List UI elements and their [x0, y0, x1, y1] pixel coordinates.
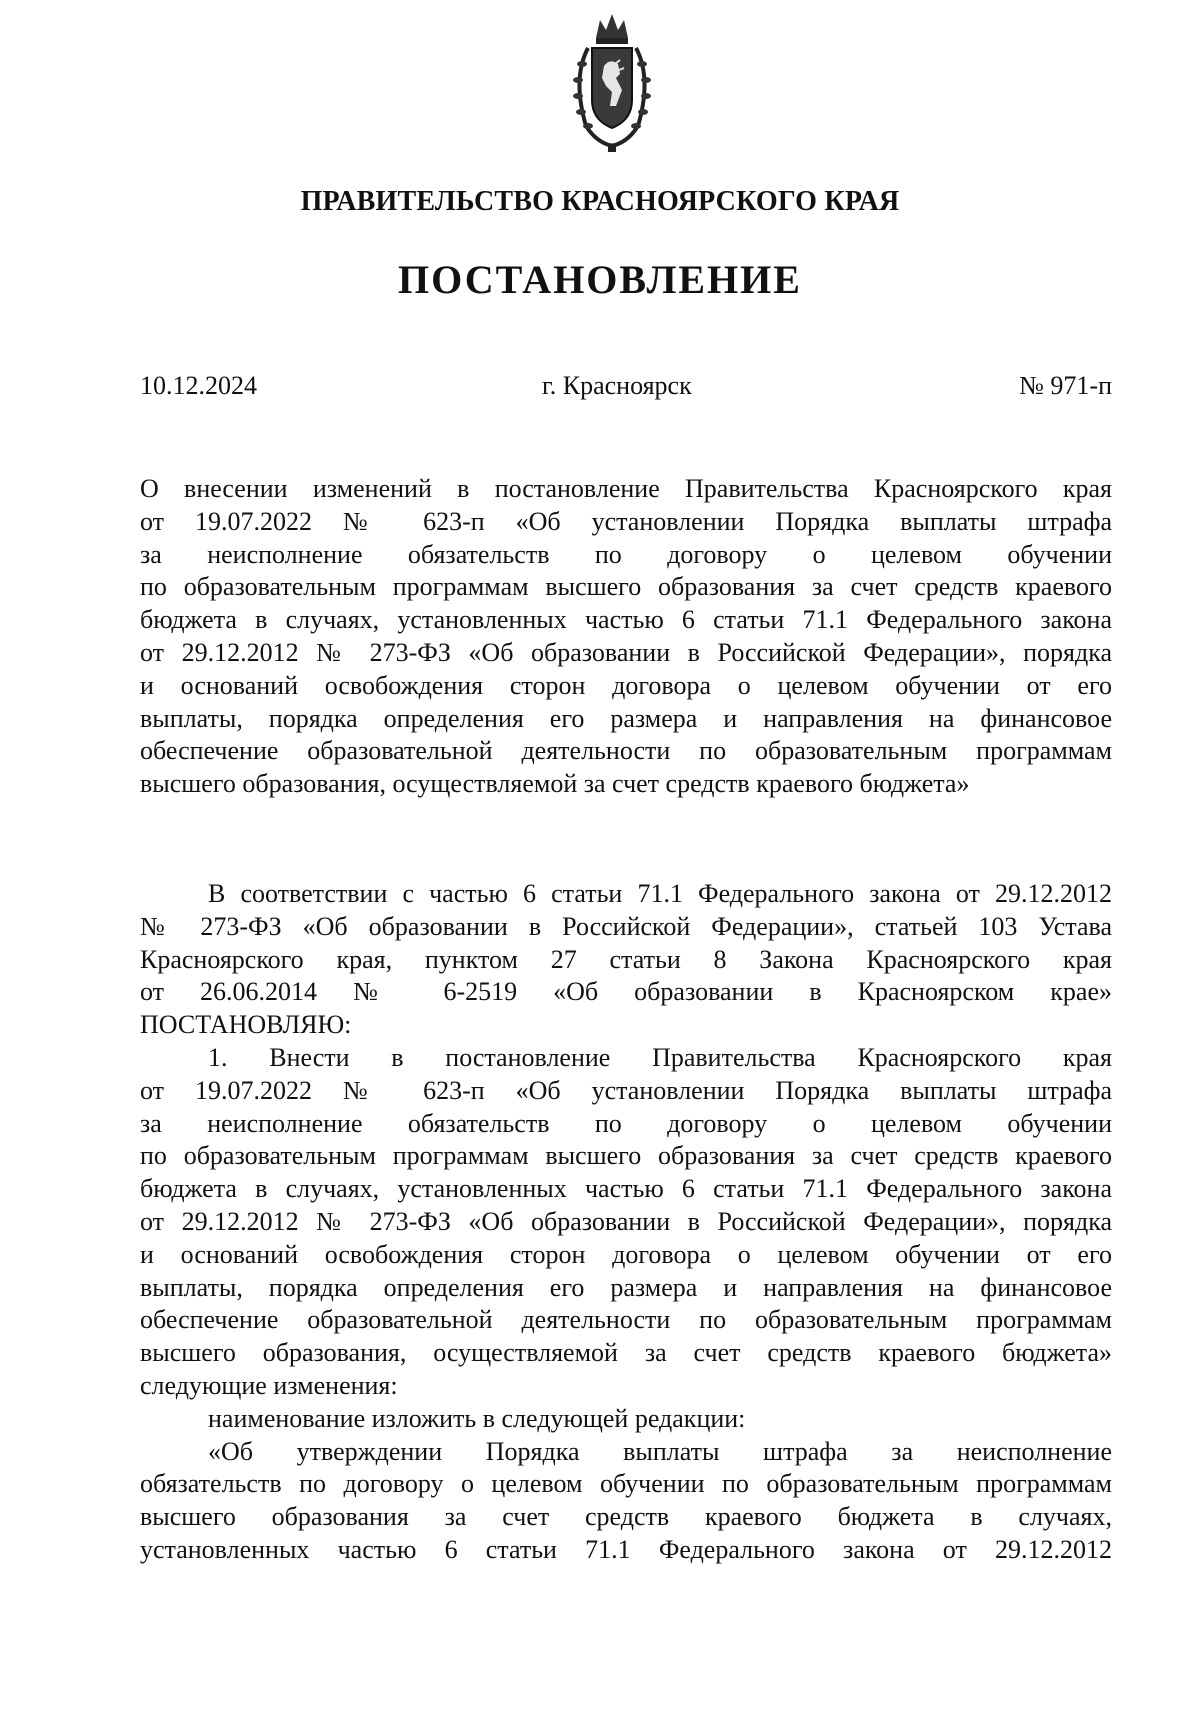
title-line: по образовательным программам высшего образования за счет средств краевого	[140, 572, 1112, 602]
krasnoyarsk-coat-of-arms-icon	[566, 8, 658, 156]
title-line: за неисполнение обязательств по договору о целевом обучении	[140, 539, 1112, 569]
body-line: высшего образования за счет средств краевого бюджета в случаях,	[140, 1502, 1112, 1532]
body-line: от 29.12.2012 № 273-ФЗ «Об образовании в Российской Федерации», порядка	[140, 1206, 1112, 1236]
document-type-heading: ПОСТАНОВЛЕНИЕ	[398, 257, 802, 302]
body-line: 1. Внести в постановление Правительства Красноярского края	[208, 1042, 1112, 1072]
body-line: обязательств по договору о целевом обучении по образовательным программам	[140, 1469, 1112, 1499]
body-line: от 26.06.2014 № 6-2519 «Об образовании в Красноярском крае»	[140, 977, 1112, 1007]
document-body	[140, 878, 1112, 1567]
document-city: г. Красноярск	[542, 371, 692, 400]
body-line: по образовательным программам высшего образования за счет средств краевого	[140, 1141, 1112, 1171]
title-line: от 19.07.2022 № 623-п «Об установлении Порядка выплаты штрафа	[140, 506, 1112, 536]
body-line: ПОСТАНОВЛЯЮ:	[140, 1010, 352, 1040]
title-line: высшего образования, осуществляемой за счет средств краевого бюджета»	[140, 769, 970, 799]
title-line: обеспечение образовательной деятельности по образовательным программам	[140, 736, 1112, 766]
body-line: обеспечение образовательной деятельности по образовательным программам	[140, 1305, 1112, 1335]
body-line: установленных частью 6 статьи 71.1 Федерального закона от 29.12.2012	[140, 1534, 1112, 1564]
body-line: наименование изложить в следующей редакции:	[208, 1403, 746, 1433]
organization-heading: ПРАВИТЕЛЬСТВО КРАСНОЯРСКОГО КРАЯ	[300, 186, 900, 217]
title-line: и оснований освобождения сторон договора о целевом обучении от его	[140, 670, 1112, 700]
title-line: выплаты, порядка определения его размера и направления на финансовое	[140, 703, 1112, 733]
body-line: выплаты, порядка определения его размера и направления на финансовое	[140, 1272, 1112, 1302]
body-line: высшего образования, осуществляемой за счет средств краевого бюджета»	[140, 1338, 1112, 1368]
title-line: от 29.12.2012 № 273-ФЗ «Об образовании в Российской Федерации», порядка	[140, 637, 1112, 667]
body-line: и оснований освобождения сторон договора о целевом обучении от его	[140, 1239, 1112, 1269]
body-line: бюджета в случаях, установленных частью 6 статьи 71.1 Федерального закона	[140, 1174, 1112, 1204]
body-line: «Об утверждении Порядка выплаты штрафа за неисполнение	[208, 1436, 1112, 1466]
body-line: Красноярского края, пунктом 27 статьи 8 Закона Красноярского края	[140, 944, 1112, 974]
body-line: В соответствии с частью 6 статьи 71.1 Федерального закона от 29.12.2012	[208, 879, 1112, 908]
title-line: бюджета в случаях, установленных частью 6 статьи 71.1 Федерального закона	[140, 605, 1112, 635]
document-number: № 971-п	[1019, 371, 1112, 400]
body-line: от 19.07.2022 № 623-п «Об установлении Порядка выплаты штрафа	[140, 1075, 1112, 1105]
document-date: 10.12.2024	[140, 371, 257, 400]
body-line: следующие изменения:	[140, 1370, 398, 1400]
body-line: № 273-ФЗ «Об образовании в Российской Федерации», статьей 103 Устава	[140, 911, 1112, 941]
document-title	[140, 473, 1112, 801]
title-line: О внесении изменений в постановление Правительства Красноярского края	[140, 474, 1112, 503]
body-line: за неисполнение обязательств по договору о целевом обучении	[140, 1108, 1112, 1138]
